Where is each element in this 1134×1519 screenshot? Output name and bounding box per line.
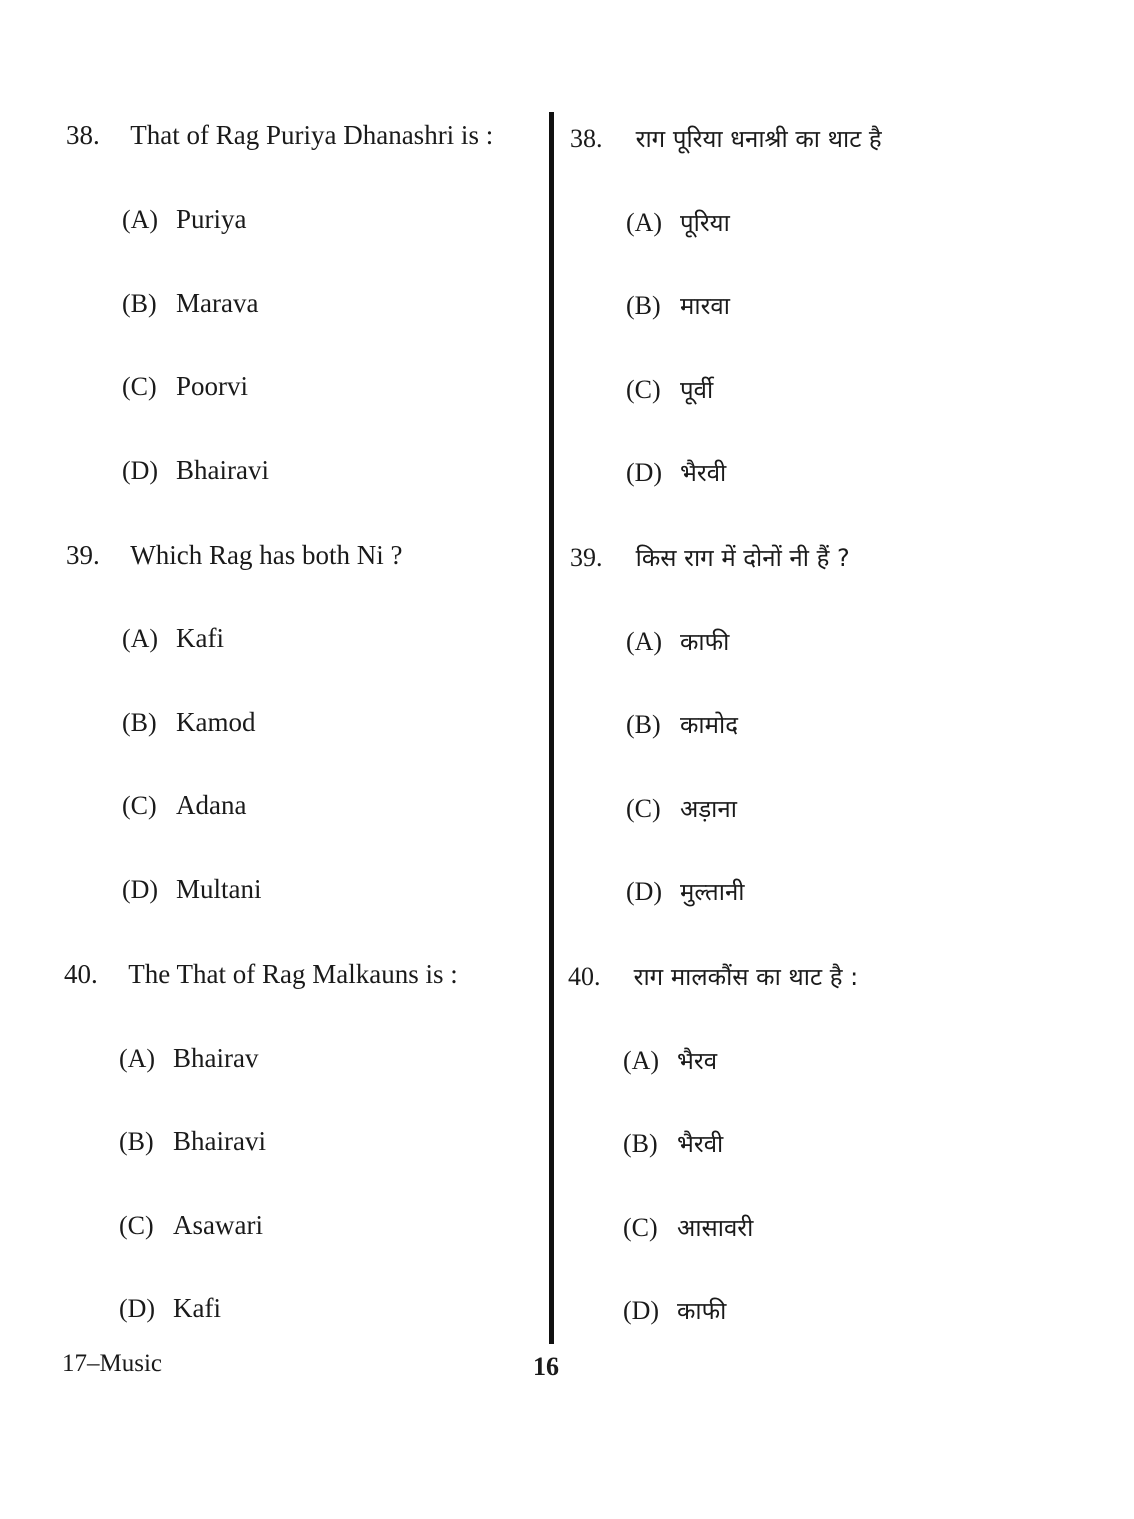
question-text: The That of Rag Malkauns is : bbox=[128, 959, 458, 989]
option-b bbox=[623, 1127, 723, 1160]
option-text: Kafi bbox=[176, 623, 224, 653]
option-text: पूरिया bbox=[680, 209, 730, 237]
option-c bbox=[626, 373, 713, 406]
question-number: 38. bbox=[66, 120, 100, 150]
option-label: (B) bbox=[623, 1129, 658, 1158]
option-text: Kamod bbox=[176, 707, 256, 737]
option-label: (C) bbox=[119, 1211, 154, 1240]
option-label: (A) bbox=[122, 624, 159, 653]
option-c bbox=[122, 790, 246, 821]
option-label: (C) bbox=[122, 372, 157, 401]
option-d bbox=[626, 875, 745, 908]
option-text: भैरवी bbox=[680, 459, 727, 487]
option-text: भैरव bbox=[677, 1047, 718, 1075]
option-b bbox=[119, 1126, 266, 1157]
question-number: 40. bbox=[64, 959, 98, 989]
option-label: (C) bbox=[623, 1213, 658, 1242]
option-d bbox=[119, 1293, 221, 1324]
option-label: (A) bbox=[623, 1046, 660, 1075]
question-38-en bbox=[66, 120, 493, 151]
question-number: 40. bbox=[568, 962, 601, 991]
option-text: अड़ाना bbox=[680, 795, 737, 823]
option-b bbox=[626, 289, 730, 322]
option-d bbox=[623, 1294, 726, 1327]
option-text: Bhairavi bbox=[176, 455, 269, 485]
question-text: Which Rag has both Ni ? bbox=[130, 540, 403, 570]
question-number: 38. bbox=[570, 124, 603, 153]
option-d bbox=[626, 456, 726, 489]
option-label: (B) bbox=[626, 710, 661, 739]
option-c bbox=[623, 1211, 753, 1244]
question-text: राग मालकौंस का थाट है : bbox=[633, 963, 859, 991]
option-label: (D) bbox=[119, 1294, 156, 1323]
option-a bbox=[626, 625, 729, 658]
question-text: राग पूरिया धनाश्री का थाट है bbox=[635, 125, 882, 153]
option-d bbox=[122, 874, 262, 905]
option-c bbox=[122, 371, 248, 402]
option-text: काफी bbox=[680, 628, 730, 656]
option-a bbox=[623, 1044, 717, 1077]
option-text: कामोद bbox=[680, 711, 738, 739]
option-text: Marava bbox=[176, 288, 259, 318]
option-a bbox=[122, 623, 224, 654]
option-label: (A) bbox=[626, 208, 663, 237]
option-label: (A) bbox=[626, 627, 663, 656]
option-label: (D) bbox=[122, 456, 159, 485]
question-40-en bbox=[64, 959, 458, 990]
option-text: Asawari bbox=[173, 1210, 263, 1240]
option-label: (D) bbox=[623, 1296, 660, 1325]
option-c bbox=[119, 1210, 263, 1241]
option-label: (B) bbox=[626, 291, 661, 320]
option-label: (B) bbox=[119, 1127, 154, 1156]
footer-subject: 17–Music bbox=[62, 1350, 162, 1377]
option-text: Multani bbox=[176, 874, 262, 904]
option-d bbox=[122, 455, 269, 486]
question-text: किस राग में दोनों नी हैं ? bbox=[635, 544, 850, 572]
option-label: (D) bbox=[626, 458, 663, 487]
option-text: पूर्वी bbox=[680, 376, 714, 404]
page-number: 16 bbox=[533, 1352, 559, 1381]
option-label: (C) bbox=[626, 794, 661, 823]
option-label: (B) bbox=[122, 708, 157, 737]
option-c bbox=[626, 792, 737, 825]
option-label: (D) bbox=[122, 875, 159, 904]
question-text: That of Rag Puriya Dhanashri is : bbox=[130, 120, 494, 150]
option-text: भैरवी bbox=[677, 1130, 724, 1158]
option-b bbox=[626, 708, 738, 741]
option-text: आसावरी bbox=[677, 1214, 754, 1242]
question-number: 39. bbox=[570, 543, 603, 572]
question-40-hi bbox=[568, 960, 858, 993]
option-text: काफी bbox=[677, 1297, 727, 1325]
option-label: (C) bbox=[122, 791, 157, 820]
option-text: Adana bbox=[176, 790, 247, 820]
option-b bbox=[122, 288, 258, 319]
option-label: (D) bbox=[626, 877, 663, 906]
option-a bbox=[626, 206, 730, 239]
option-label: (A) bbox=[119, 1044, 156, 1073]
option-a bbox=[119, 1043, 258, 1074]
option-text: Puriya bbox=[176, 204, 247, 234]
option-text: Bhairav bbox=[173, 1043, 259, 1073]
option-b bbox=[122, 707, 255, 738]
option-text: मारवा bbox=[680, 292, 730, 320]
option-text: Kafi bbox=[173, 1293, 221, 1323]
option-label: (A) bbox=[122, 205, 159, 234]
option-label: (C) bbox=[626, 375, 661, 404]
question-number: 39. bbox=[66, 540, 100, 570]
option-label: (B) bbox=[122, 289, 157, 318]
option-a bbox=[122, 204, 247, 235]
question-38-hi bbox=[570, 122, 882, 155]
option-text: Poorvi bbox=[176, 371, 249, 401]
option-text: मुल्तानी bbox=[680, 878, 745, 906]
question-39-hi bbox=[570, 541, 850, 574]
question-39-en bbox=[66, 540, 402, 571]
column-divider bbox=[549, 112, 554, 1344]
option-text: Bhairavi bbox=[173, 1126, 266, 1156]
